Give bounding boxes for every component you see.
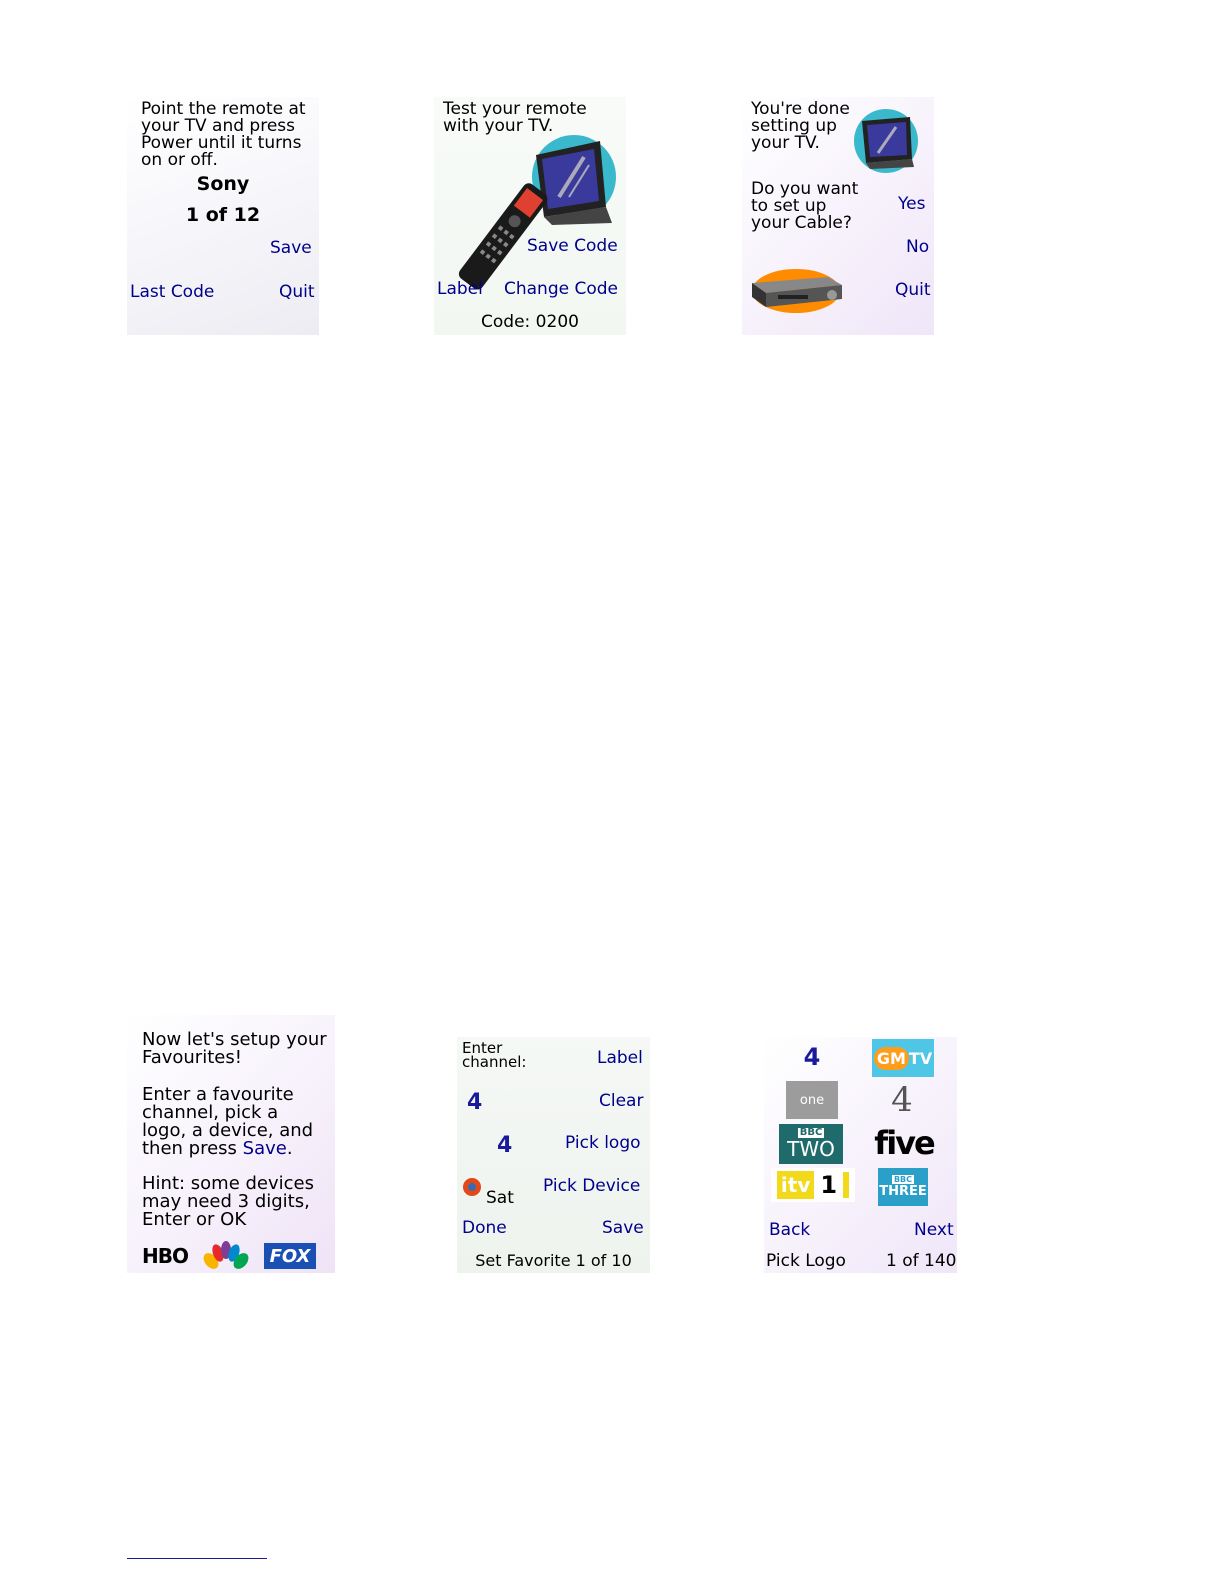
itv-text: itv (777, 1171, 814, 1199)
logo-gmtv[interactable] (872, 1039, 934, 1077)
label-button[interactable]: Label (437, 279, 483, 299)
logo-itv1[interactable] (771, 1168, 855, 1202)
satellite-dish-icon (462, 1177, 484, 1199)
pick-device-button[interactable]: Pick Device (543, 1176, 641, 1196)
fox-logo: FOX (264, 1243, 316, 1269)
yes-button[interactable]: Yes (898, 194, 926, 214)
instructions-text: Test your remote with your TV. (443, 99, 587, 136)
favorite-status: Set Favorite 1 of 10 (475, 1251, 632, 1270)
nbc-peacock-logo (203, 1241, 249, 1271)
brand-name: Sony (196, 173, 250, 195)
save-word: Save (242, 1138, 287, 1159)
screen-code-search (127, 97, 319, 335)
label-button[interactable]: Label (597, 1048, 643, 1068)
logo-bbc-three[interactable] (878, 1168, 928, 1206)
enter-channel-label: Enter channel: (462, 1039, 527, 1071)
pick-logo-title: Pick Logo (766, 1251, 846, 1271)
bbc-three-mark: BBC (893, 1174, 913, 1184)
screen-test-remote (434, 97, 626, 335)
screen-favourites-intro (127, 1015, 335, 1273)
save-code-button[interactable]: Save Code (527, 236, 618, 256)
tv-icon (852, 107, 922, 177)
quit-button[interactable]: Quit (895, 280, 931, 300)
selected-logo: 4 (497, 1133, 513, 1158)
favourites-body (142, 1086, 313, 1158)
cable-box-icon (748, 267, 848, 317)
screen-pick-logo (764, 1037, 957, 1273)
back-button[interactable]: Back (769, 1220, 811, 1240)
code-counter: 1 of 12 (185, 204, 261, 226)
logo-bbc-two[interactable] (779, 1124, 843, 1164)
clear-button[interactable]: Clear (599, 1091, 644, 1111)
pick-logo-button[interactable]: Pick logo (565, 1133, 641, 1153)
save-button[interactable]: Save (602, 1218, 644, 1238)
remote-tv-illustration (434, 97, 626, 335)
tv-icon (536, 141, 612, 225)
bbc-two-text: TWO (787, 1137, 835, 1161)
logo-channel-4-classic[interactable]: 4 (891, 1080, 913, 1120)
body-end: . (286, 1138, 293, 1159)
body-text: Enter a favourite channel, pick a logo, a device, and then press (142, 1084, 314, 1159)
logo-five[interactable]: five (874, 1124, 934, 1162)
save-button[interactable]: Save (270, 238, 312, 258)
logo-channel-4[interactable]: 4 (803, 1043, 821, 1071)
screen-setup-complete (742, 97, 934, 335)
bbc-two-mark: BBC (799, 1127, 823, 1138)
hint-text: Hint: some devices may need 3 digits, Enter or OK (142, 1173, 315, 1230)
screen-set-favorite (457, 1037, 650, 1273)
footnote-separator (127, 1558, 267, 1559)
cable-question: Do you want to set up your Cable? (751, 179, 859, 233)
logo-counter: 1 of 140 (886, 1251, 957, 1271)
change-code-button[interactable]: Change Code (504, 279, 619, 299)
instructions-text: Point the remote at your TV and press Power until it turns on or off. (141, 99, 306, 170)
bbc-three-text: THREE (879, 1183, 927, 1199)
code-readout: Code: 0200 (481, 312, 579, 332)
device-label: Sat (486, 1188, 514, 1208)
itv-num: 1 (820, 1171, 838, 1199)
done-button[interactable]: Done (462, 1218, 507, 1238)
no-button[interactable]: No (906, 237, 930, 257)
next-button[interactable]: Next (914, 1220, 954, 1240)
logo-bbc-one[interactable]: one (786, 1081, 838, 1119)
last-code-button[interactable]: Last Code (130, 282, 215, 302)
favourites-title: Now let's setup your Favourites! (142, 1029, 327, 1068)
done-text: You're done setting up your TV. (751, 99, 850, 153)
gmtv-tv: TV (908, 1048, 933, 1068)
channel-input[interactable]: 4 (467, 1090, 483, 1115)
hbo-logo: HBO (142, 1244, 188, 1268)
gmtv-gm: GM (874, 1047, 909, 1070)
quit-button[interactable]: Quit (279, 282, 315, 302)
